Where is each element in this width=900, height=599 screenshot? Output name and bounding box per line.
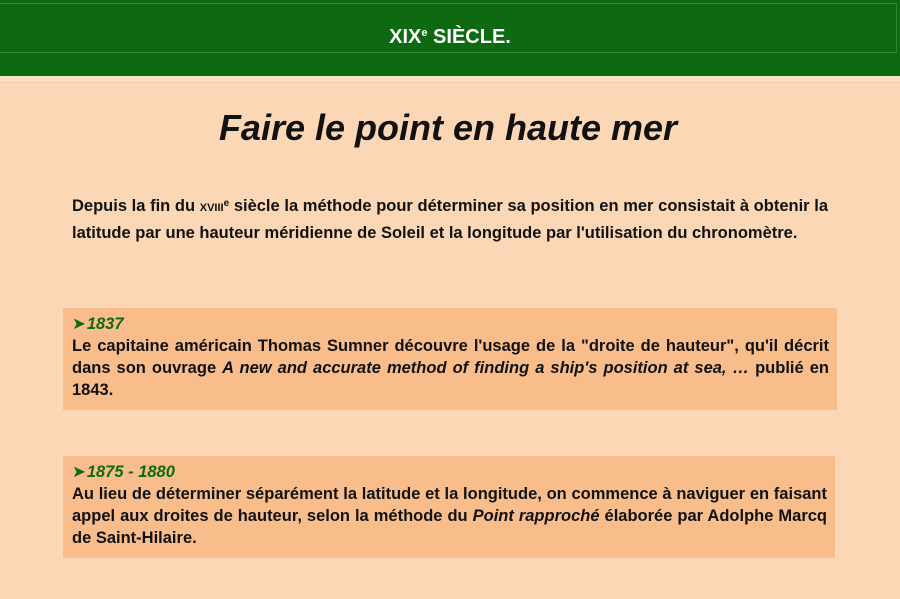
arrowhead-right-icon: ➤ [72,463,86,481]
page-title: Faire le point en haute mer [218,107,678,148]
header-divider [0,82,900,83]
entry-date-heading [72,313,829,335]
intro-paragraph: Depuis la fin du XVIIIe siècle la méthode pour déterminer sa position en mer consistait à obtenir la latitude par une hauteur méridienne de Soleil et la longitude par l'utilisation du chronomètre. [72,197,828,242]
header-title-superscript: e [421,27,428,39]
timeline-entry-1875-1880 [63,456,835,558]
century-superscript: e [223,198,230,209]
entry-date: 1837 [86,315,124,333]
entry-text: Le capitaine américain Thomas Sumner découvre l'usage de la "droite de hauteur", qu'il décrit dans son ouvrage A new and accurate method of finding a ship's position at sea, … publié en 1843. [72,337,829,399]
century-numeral: XVIII [199,202,224,214]
entry-date: 1875 - 1880 [86,463,175,481]
book-title: A new and accurate method of finding a ship's position at sea, … [222,359,750,377]
arrowhead-right-icon: ➤ [72,315,86,333]
method-name: Point rapproché [472,507,600,525]
header-title: XIXe SIÈCLE. [389,26,511,48]
timeline-entry-1837 [63,308,837,410]
entry-date-heading [72,461,827,483]
entry-text: Au lieu de déterminer séparément la latitude et la longitude, on commence à naviguer en faisant appel aux droites de hauteur, selon la méthode du Point rapproché élaborée par Adolphe Marcq de Saint-Hilaire. [72,485,827,547]
